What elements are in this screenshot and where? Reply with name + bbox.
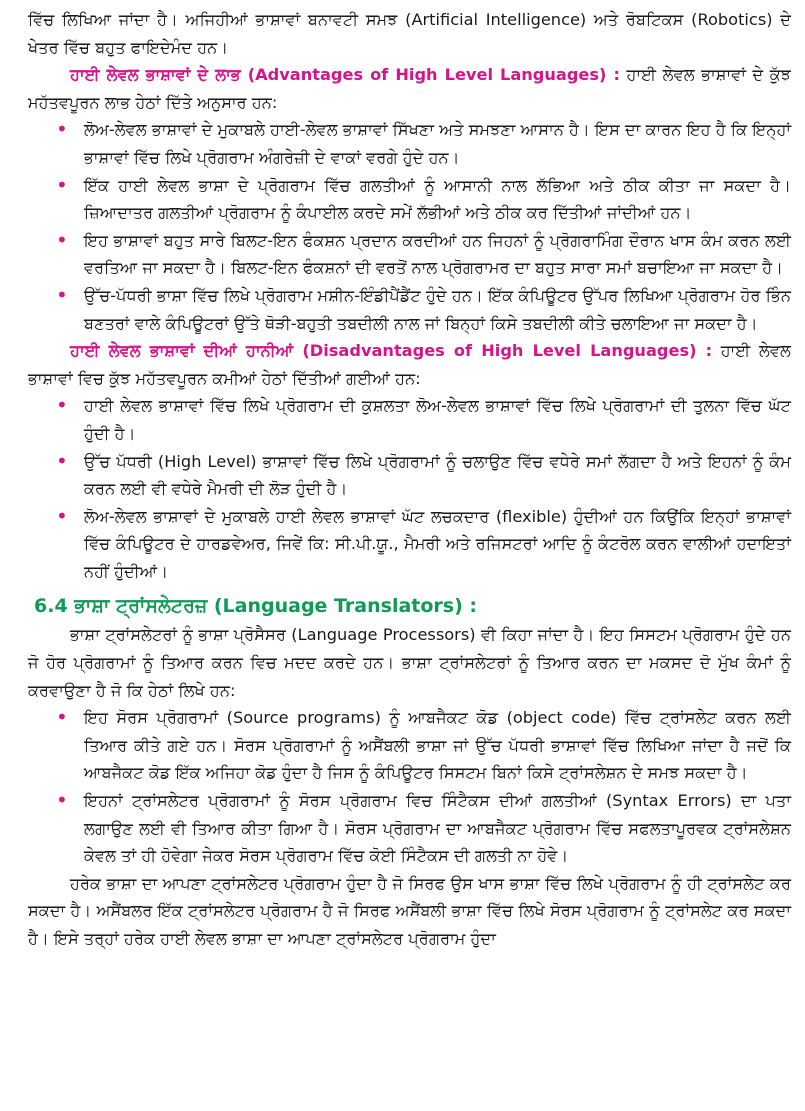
list-item: • ਇਹ ਭਾਸ਼ਾਵਾਂ ਬਹੁਤ ਸਾਰੇ ਬਿਲਟ-ਇਨ ਫੰਕਸ਼ਨ ਪ੍ਰਦਾਨ ਕਰਦੀਆਂ ਹਨ ਜਿਹਨਾਂ ਨੂੰ ਪ੍ਰੋਗਰਾਮਿੰਗ ਦੌਰਾਨ ਖਾਸ ਕੰਮ ਕਰਨ ਲਈ ਵਰਤਿਆ ਜਾ ਸਕਦਾ ਹੈ। ਬਿਲਟ-ਇਨ ਫੰਕਸ਼ਨਾਂ ਦੀ ਵਰਤੋਂ ਨਾਲ ਪ੍ਰੋਗਰਾਮਰ ਦਾ ਬਹੁਤ ਸਾਰਾ ਸਮਾਂ ਬਚਾਇਆ ਜਾ ਸਕਦਾ ਹੈ। [56,227,791,278]
bullet-icon: • [56,117,68,142]
bullet-icon: • [56,503,68,528]
list-item: • ਇਹ ਸੋਰਸ ਪ੍ਰੋਗਰਾਮਾਂ (Source programs) ਨੂੰ ਆਬਜੈਕਟ ਕੋਡ (object code) ਵਿੱਚ ਟ੍ਰਾਂਸਲੇਟ ਕਰਨ ਲਈ ਤਿਆਰ ਕੀਤੇ ਗਏ ਹਨ। ਸੋਰਸ ਪ੍ਰੋਗਰਾਮਾਂ ਨੂੰ ਅਸੈਂਬਲੀ ਭਾਸ਼ਾ ਜਾਂ ਉੱਚ ਪੱਧਰੀ ਭਾਸ਼ਾਵਾਂ ਵਿੱਚ ਲਿਖਿਆ ਜਾਂਦਾ ਹੈ ਜਦੋਂ ਕਿ ਆਬਜੈਕਟ ਕੋਡ ਇੱਕ ਅਜਿਹਾ ਕੋਡ ਹੁੰਦਾ ਹੈ ਜਿਸ ਨੂੰ ਕੰਪਿਊਟਰ ਸਿਸਟਮ ਬਿਨਾਂ ਕਿਸੇ ਟ੍ਰਾਂਸਲੇਸ਼ਨ ਦੇ ਸਮਝ ਸਕਦਾ ਹੈ। [56,705,791,783]
bullet-icon: • [56,227,68,252]
section-title: 6.4 ਭਾਸ਼ਾ ਟ੍ਰਾਂਸਲੇਟਰਜ਼ (Language Translators) : [34,595,477,618]
bullet-icon: • [56,788,68,813]
advantages-heading-paragraph [28,61,791,116]
list-item: • ਇੱਕ ਹਾਈ ਲੇਵਲ ਭਾਸ਼ਾ ਦੇ ਪ੍ਰੋਗਰਾਮ ਵਿੱਚ ਗਲਤੀਆਂ ਨੂੰ ਆਸਾਨੀ ਨਾਲ ਲੱਭਿਆ ਅਤੇ ਠੀਕ ਕੀਤਾ ਜਾ ਸਕਦਾ ਹੈ। ਜ਼ਿਆਦਾਤਰ ਗਲਤੀਆਂ ਪ੍ਰੋਗਰਾਮ ਨੂੰ ਕੰਪਾਈਲ ਕਰਦੇ ਸਮੇਂ ਲੱਭੀਆਂ ਅਤੇ ਠੀਕ ਕਰ ਦਿੱਤੀਆਂ ਜਾਂਦੀਆਂ ਹਨ। [56,172,791,223]
list-item: • ਇਹਨਾਂ ਟ੍ਰਾਂਸਲੇਟਰ ਪ੍ਰੋਗਰਾਮਾਂ ਨੂੰ ਸੋਰਸ ਪ੍ਰੋਗਰਾਮ ਵਿਚ ਸਿੰਟੈਕਸ ਦੀਆਂ ਗਲਤੀਆਂ (Syntax Errors) ਦਾ ਪਤਾ ਲਗਾਉਣ ਲਈ ਵੀ ਤਿਆਰ ਕੀਤਾ ਗਿਆ ਹੈ। ਸੋਰਸ ਪ੍ਰੋਗਰਾਮ ਦਾ ਆਬਜੈਕਟ ਪ੍ਰੋਗਰਾਮ ਵਿੱਚ ਸਫਲਤਾਪੂਰਵਕ ਟ੍ਰਾਂਸਲੇਸ਼ਨ ਕੇਵਲ ਤਾਂ ਹੀ ਹੋਵੇਗਾ ਜੇਕਰ ਸੋਰਸ ਪ੍ਰੋਗਰਾਮ ਵਿੱਚ ਕੋਈ ਸਿੰਟੈਕਸ ਦੀ ਗਲਤੀ ਨਾ ਹੋਵੇ। [56,788,791,866]
advantages-heading-tail: ਹਾਈ ਲੇਵਲ ਭਾਸ਼ਾਵਾਂ ਦੇ ਕੁੱਝ ਮਹੱਤਵਪੂਰਨ ਲਾਭ ਹੇਠਾਂ ਦਿੱਤੇ ਅਨੁਸਾਰ ਹਨ: [28,65,791,112]
list-item: • ਲੋਅ-ਲੇਵਲ ਭਾਸ਼ਾਵਾਂ ਦੇ ਮੁਕਾਬਲੇ ਹਾਈ ਲੇਵਲ ਭਾਸ਼ਾਵਾਂ ਘੱਟ ਲਚਕਦਾਰ (flexible) ਹੁੰਦੀਆਂ ਹਨ ਕਿਉਂਕਿ ਇਨ੍ਹਾਂ ਭਾਸ਼ਾਵਾਂ ਵਿੱਚ ਕੰਪਿਊਟਰ ਦੇ ਹਾਰਡਵੇਅਰ, ਜਿਵੇਂ ਕਿ: ਸੀ.ਪੀ.ਯੂ., ਮੈਮਰੀ ਅਤੇ ਰਜਿਸਟਰਾਂ ਆਦਿ ਨੂੰ ਕੰਟਰੋਲ ਕਰਨ ਵਾਲੀਆਂ ਹਦਾਇਤਾਂ ਨਹੀਂ ਹੁੰਦੀਆਂ। [56,503,791,581]
list-item: • ਹਾਈ ਲੇਵਲ ਭਾਸ਼ਾਵਾਂ ਵਿੱਚ ਲਿਖੇ ਪ੍ਰੋਗਰਾਮ ਦੀ ਕੁਸ਼ਲਤਾ ਲੋਅ-ਲੇਵਲ ਭਾਸ਼ਾਵਾਂ ਵਿੱਚ ਲਿਖੇ ਪ੍ਰੋਗਰਾਮਾਂ ਦੀ ਤੁਲਨਾ ਵਿੱਚ ਘੱਟ ਹੁੰਦੀ ਹੈ। [56,393,791,443]
intro-paragraph: ਵਿੱਚ ਲਿਖਿਆ ਜਾਂਦਾ ਹੈ। ਅਜਿਹੀਆਂ ਭਾਸ਼ਾਵਾਂ ਬਨਾਵਟੀ ਸਮਝ (Artificial Intelligence) ਅਤੇ ਰੋਬਟਿਕਸ (Robotics) ਦੇ ਖੇਤਰ ਵਿੱਚ ਬਹੁਤ ਫਾਇਦੇਮੰਦ ਹਨ। [28,10,791,57]
bullet-icon: • [56,282,68,307]
disadvantages-heading: ਹਾਈ ਲੇਵਲ ਭਾਸ਼ਾਵਾਂ ਦੀਆਂ ਹਾਨੀਆਂ (Disadvantages of High Level Languages) : [70,341,713,361]
list-item: • ਲੋਅ-ਲੇਵਲ ਭਾਸ਼ਾਵਾਂ ਦੇ ਮੁਕਾਬਲੇ ਹਾਈ-ਲੇਵਲ ਭਾਸ਼ਾਵਾਂ ਸਿੱਖਣਾ ਅਤੇ ਸਮਝਣਾ ਆਸਾਨ ਹੈ। ਇਸ ਦਾ ਕਾਰਨ ਇਹ ਹੈ ਕਿ ਇਨ੍ਹਾਂ ਭਾਸ਼ਾਵਾਂ ਵਿੱਚ ਲਿਖੇ ਪ੍ਰੋਗਰਾਮ ਅੰਗਰੇਜ਼ੀ ਦੇ ਵਾਕਾਂ ਵਰਗੇ ਹੁੰਦੇ ਹਨ। [56,117,791,167]
translator-list [28,704,791,870]
list-item: • ਉੱਚ ਪੱਧਰੀ (High Level) ਭਾਸ਼ਾਵਾਂ ਵਿੱਚ ਲਿਖੇ ਪ੍ਰੋਗਰਾਮਾਂ ਨੂੰ ਚਲਾਉਣ ਵਿੱਚ ਵਧੇਰੇ ਸਮਾਂ ਲੱਗਦਾ ਹੈ ਅਤੇ ਇਹਨਾਂ ਨੂੰ ਕੰਮ ਕਰਨ ਲਈ ਵੀ ਵਧੇਰੇ ਮੈਮਰੀ ਦੀ ਲੋੜ ਹੁੰਦੀ ਹੈ। [56,448,791,499]
bullet-icon: • [56,172,68,197]
list-item: • ਉੱਚ-ਪੱਧਰੀ ਭਾਸ਼ਾ ਵਿੱਚ ਲਿਖੇ ਪ੍ਰੋਗਰਾਮ ਮਸ਼ੀਨ-ਇੰਡੀਪੈਂਡੈਂਟ ਹੁੰਦੇ ਹਨ। ਇੱਕ ਕੰਪਿਊਟਰ ਉੱਪਰ ਲਿਖਿਆ ਪ੍ਰੋਗਰਾਮ ਹੋਰ ਭਿੰਨ ਬਣਤਰਾਂ ਵਾਲੇ ਕੰਪਿਊਟਰਾਂ ਉੱਤੇ ਥੋੜੀ-ਬਹੁਤੀ ਤਬਦੀਲੀ ਨਾਲ ਜਾਂ ਬਿਨ੍ਹਾਂ ਕਿਸੇ ਤਬਦੀਲੀ ਕੀਤੇ ਚਲਾਇਆ ਜਾ ਸਕਦਾ ਹੈ। [56,282,791,333]
bullet-icon: • [56,448,68,473]
closing-paragraph: ਹਰੇਕ ਭਾਸ਼ਾ ਦਾ ਆਪਣਾ ਟ੍ਰਾਂਸਲੇਟਰ ਪ੍ਰੋਗਰਾਮ ਹੁੰਦਾ ਹੈ ਜੋ ਸਿਰਫ ਉਸ ਖਾਸ ਭਾਸ਼ਾ ਵਿੱਚ ਲਿਖੇ ਪ੍ਰੋਗਰਾਮ ਨੂੰ ਹੀ ਟ੍ਰਾਂਸਲੇਟ ਕਰ ਸਕਦਾ ਹੈ। ਅਸੈਂਬਲਰ ਇੱਕ ਟ੍ਰਾਂਸਲੇਟਰ ਪ੍ਰੋਗਰਾਮ ਹੈ ਜੋ ਸਿਰਫ ਅਸੈਂਬਲੀ ਭਾਸ਼ਾ ਵਿੱਚ ਲਿਖੇ ਸੋਰਸ ਪ੍ਰੋਗਰਾਮ ਨੂੰ ਟ੍ਰਾਂਸਲੇਟ ਕਰ ਸਕਦਾ ਹੈ। ਇਸੇ ਤਰ੍ਹਾਂ ਹਰੇਕ ਹਾਈ ਲੇਵਲ ਭਾਸ਼ਾ ਦਾ ਆਪਣਾ ਟ੍ਰਾਂਸਲੇਟਰ ਪ੍ਰੋਗਰਾਮ ਹੁੰਦਾ [28,873,791,948]
disadvantages-list [28,392,791,585]
bullet-icon: • [56,393,68,418]
advantages-heading: ਹਾਈ ਲੇਵਲ ਭਾਸ਼ਾਵਾਂ ਦੇ ਲਾਭ (Advantages of High Level Languages) : [70,65,620,85]
bullet-icon: • [56,705,68,730]
advantages-list [28,116,791,337]
disadvantages-heading-tail: ਹਾਈ ਲੇਵਲ ਭਾਸ਼ਾਵਾਂ ਵਿਚ ਕੁੱਝ ਮਹੱਤਵਪੂਰਨ ਕਮੀਆਂ ਹੇਠਾਂ ਦਿੱਤੀਆਂ ਗਈਆਂ ਹਨ: [28,341,791,388]
disadvantages-heading-paragraph [28,337,791,392]
section-intro: ਭਾਸ਼ਾ ਟ੍ਰਾਂਸਲੇਟਰਾਂ ਨੂੰ ਭਾਸ਼ਾ ਪ੍ਰੋਸੈਸਰ (Language Processors) ਵੀ ਕਿਹਾ ਜਾਂਦਾ ਹੈ। ਇਹ ਸਿਸਟਮ ਪ੍ਰੋਗਰਾਮ ਹੁੰਦੇ ਹਨ ਜੋ ਹੋਰ ਪ੍ਰੋਗਰਾਮਾਂ ਨੂੰ ਤਿਆਰ ਕਰਨ ਵਿਚ ਮਦਦ ਕਰਦੇ ਹਨ। ਭਾਸ਼ਾ ਟ੍ਰਾਂਸਲੇਟਰਾਂ ਨੂੰ ਤਿਆਰ ਕਰਨ ਦਾ ਮਕਸਦ ਦੋ ਮੁੱਖ ਕੰਮਾਂ ਨੂੰ ਕਰਵਾਉਣਾ ਹੈ ਜੋ ਕਿ ਹੇਠਾਂ ਲਿਖੇ ਹਨ: [28,625,791,700]
